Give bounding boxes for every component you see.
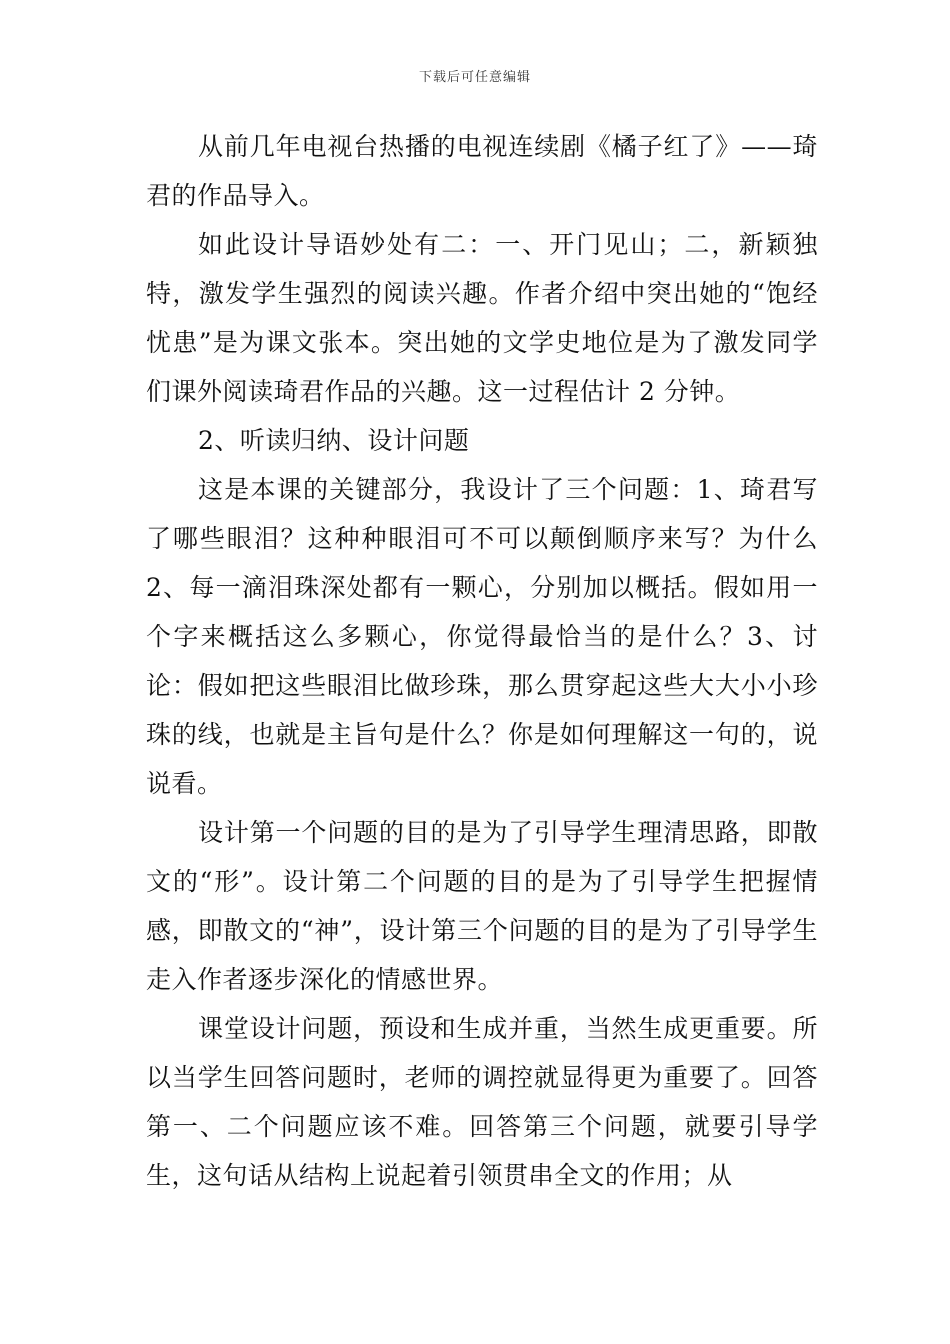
section-heading-2: 2、听读归纳、设计问题 <box>198 426 470 455</box>
header-note: 下载后可任意编辑 <box>418 70 531 85</box>
document-body <box>146 122 818 1200</box>
paragraph-classroom-design: 课堂设计问题，预设和生成并重，当然生成更重要。所以当学生回答问题时，老师的调控就显得更为重要了。回答第一、二个问题应该不难。回答第三个问题，就要引导学生，这句话从结构上说起着引领贯串全文的作用；从 <box>146 1014 818 1190</box>
paragraph-question-purpose: 设计第一个问题的目的是为了引导学生理清思路，即散文的“形”。设计第二个问题的目的是为了引导学生把握情感，即散文的“神”，设计第三个问题的目的是为了引导学生走入作者逐步深化的情感世界。 <box>146 818 818 994</box>
paragraph-intro: 从前几年电视台热播的电视连续剧《橘子红了》——琦君的作品导入。 <box>146 132 818 210</box>
paragraph-design-rationale: 如此设计导语妙处有二：一、开门见山；二，新颖独特，激发学生强烈的阅读兴趣。作者介绍中突出她的“饱经忧患”是为课文张本。突出她的文学史地位是为了激发同学们课外阅读琦君作品的兴趣。这一过程估计 2 分钟。 <box>146 230 818 406</box>
paragraph-three-questions: 这是本课的关键部分，我设计了三个问题：1、琦君写了哪些眼泪？这种种眼泪可不可以颠倒顺序来写？为什么 2、每一滴泪珠深处都有一颗心，分别加以概括。假如用一个字来概括这么多颗心，你觉得最恰当的是什么？3、讨论：假如把这些眼泪比做珍珠，那么贯穿起这些大大小小珍珠的线，也就是主旨句是什么？你是如何理解这一句的，说说看。 <box>146 475 818 798</box>
